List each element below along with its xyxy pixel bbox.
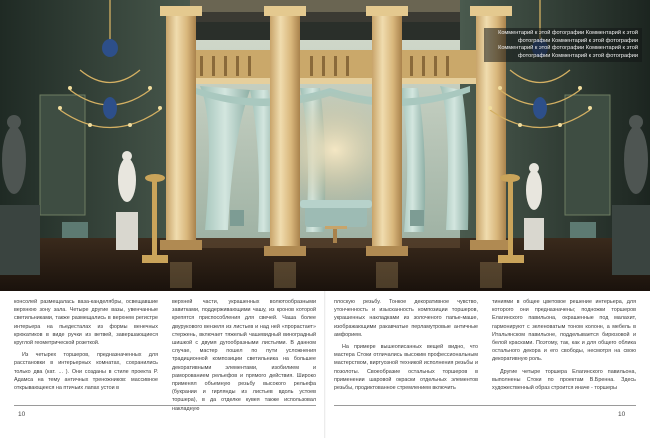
photo-caption: Комментарий к этой фотографии Комментарий к этой фотографии Комментарий к этой фотографии Комментарий к этой фотографии Комментарий к этой фотографии Комментарий к этой фотографии (484, 28, 642, 62)
paragraph: верхней части, украшенных волютообразными завитками, поддерживающими чашу, из кронов которой крепятся приспособления для свечей. Чаша более двурукового вензеля из листьев и над ней «прорастает» стержень, включает тяжелый чашевидный виноградный шишкой с двумя дугообразными листьями. В данном случае, мастер пошел по пути усложнения традиционной композиции светильника на большее декоративными элементами, изобилием и раморованием рельефов и прямого действия. Широко применял объемную резьбу высокого рельефа (букрании и гирлянды из листьев вдоль устоев торшера), в да отделке кувея также использовал накладную (172, 299, 316, 412)
paragraph: Из четырех торшеров, предназначенных для расстановки в интерьерных комнатах, сохранились только два (кат. ... ). Они созданы в стиле проекта Р. Адамса на тему античных треножников: массивное открывающееся на птичьих лапах устои в (14, 352, 158, 392)
text-column-1 (14, 298, 158, 398)
paragraph: тиниями в общее цветовое решение интерьера, для которого они предназначены; подножки торшеров Елагинского павильона, окрашенные под малахит, гармонируют с зеленоватым тоном колонн, а мебель в Итальянском павильоне, подделывается бирюзовой и белой красками. Поэтому, так, как и для общего облика остального декора и его свободы, несмотря на свою декоративную роль. (492, 299, 636, 363)
paragraph: Другие четыре торшера Елагинского павильона, выполнены Стоки по проектам В.Бренна. Здесь художественный образ строится иначе - торшеры (492, 368, 636, 392)
paragraph: плоскую резьбу. Тонкое декоративное чувство, утонченность и изысканность композиции торшеров, украшенных накладками из золоченого папье-маше, изображающими ракавчатые перламутровые античные амфорием. (334, 299, 478, 338)
footer-rule-right (334, 405, 636, 406)
page-number-left: 10 (18, 411, 26, 418)
page-number-right: 10 (618, 411, 626, 418)
paragraph: консолей размещалась ваза-канделябры, освещавшие верхнюю зону зала. Четыре другие вазы, увенчанные светильниками, также размещались в верхнем регистре интерьера на пьедесталах из формы венечных крюкатиков в виде ручки из ветвей, завершающиеся круглой геометрической розеткой. (14, 299, 158, 347)
text-column-3 (334, 298, 478, 398)
paragraph: На примере вышеописанных вещей видно, что мастера Стоки отличались высоким профессиональным мастерством, виртуозной техникой исполнения резьбы и позолоты. Своеобразие остальных торшеров в применении шаровой окраски отдельных элементов резьбы, продиктованное стремлением включить (334, 344, 478, 392)
text-column-4 (492, 298, 636, 398)
page-gutter (324, 291, 326, 438)
footer-rule-left (14, 405, 316, 406)
text-column-2 (172, 298, 316, 412)
